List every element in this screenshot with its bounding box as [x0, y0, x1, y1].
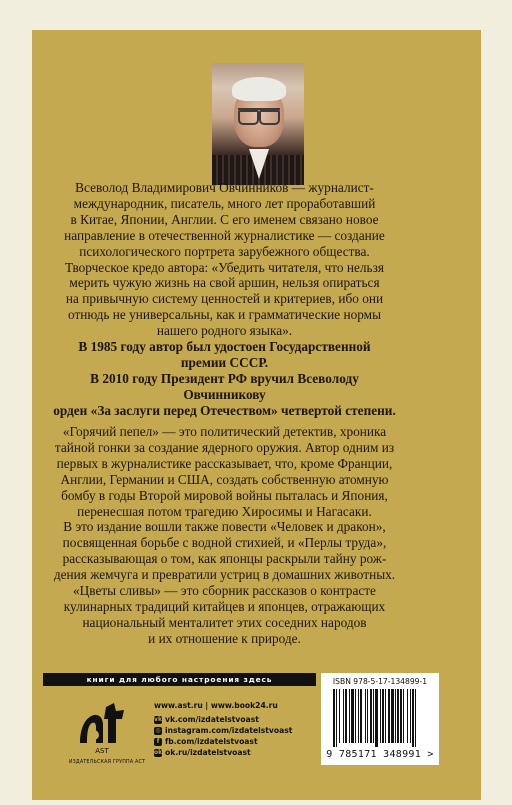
svg-text:AST: AST — [95, 747, 109, 755]
social-link-label: vk.com/izdatelstvoast — [165, 715, 259, 724]
social-link-label: fb.com/izdatelstvoast — [165, 737, 258, 746]
barcode-bar — [360, 689, 362, 743]
social-link-odnoklassniki[interactable] — [154, 748, 292, 757]
barcode-bar — [388, 689, 390, 743]
barcode-bar — [382, 689, 384, 743]
author-photo — [212, 63, 304, 185]
barcode-bar — [333, 689, 335, 747]
barcode-bar — [367, 689, 368, 743]
barcode-panel — [321, 673, 439, 765]
website-links[interactable]: www.ast.ru | www.book24.ru — [154, 701, 278, 710]
barcode-bar — [412, 689, 414, 747]
barcode-bar — [351, 689, 354, 743]
social-link-facebook[interactable] — [154, 737, 292, 746]
social-link-instagram[interactable] — [154, 726, 292, 735]
author-biography — [52, 180, 397, 419]
tagline-banner: книги для любого настроения здесь — [43, 673, 316, 686]
annotation-paragraph-1: «Горячий пепел» — это политический детектив, хроника тайной гонки за создание ядерного оружия. Автор одним из первых в журналистике рассказывает, что, кроме Франции, Англии, Германии и США, создать собственную атомную бомбу в годы Второй мировой войны пыталась и Япония, перенесшая потом трагедию Хиросимы и Нагасаки. — [54, 424, 395, 519]
barcode-bar — [365, 689, 366, 743]
barcode-bar — [397, 689, 399, 743]
book-annotation — [47, 424, 402, 647]
barcode-bar — [407, 689, 408, 743]
barcode-bar — [395, 689, 396, 743]
bio-paragraph-2: Творческое кредо автора: «Убедить читателя, что нельзя мерить чужую жизнь на свой аршин, нельзя опираться на привычную систему ценностей и критериев, ибо они отнюдь не универсальны, как и грамматические нормы нашего родного языка». — [65, 259, 384, 339]
barcode-bar — [343, 689, 344, 743]
isbn-text: ISBN 978-5-17-134899-1 — [332, 677, 428, 686]
bio-award-order: В 2010 году Президент РФ вручил Всеволоду Овчинникову орден «За заслуги перед Отечеством» четвертой степени. — [53, 370, 396, 418]
social-link-label: ok.ru/izdatelstvoast — [165, 748, 251, 757]
facebook-icon: f — [154, 738, 162, 746]
barcode-bar — [375, 689, 378, 747]
barcode-bar — [355, 689, 356, 743]
publisher-caption: ИЗДАТЕЛЬСКАЯ ГРУППА АСТ — [68, 760, 146, 765]
barcode-icon — [333, 689, 427, 747]
vk-icon: vk — [154, 715, 162, 723]
social-link-label: instagram.com/izdatelstvoast — [165, 726, 293, 735]
barcode-bar — [373, 689, 374, 743]
bio-paragraph-1: Всеволод Владимирович Овчинников — журналист- международник, писатель, много лет проработавший в Китае, Японии, Англии. С его именем связано новое направление в отечественной журналистике — создание психологического портрета зарубежного общества. — [64, 180, 385, 259]
barcode-number: 9 785171 348991 > — [326, 749, 434, 760]
barcode-bar — [339, 689, 340, 743]
barcode-bar — [403, 689, 404, 743]
barcode-bar — [336, 689, 337, 747]
barcode-bar — [391, 689, 394, 743]
barcode-bar — [358, 689, 359, 743]
publisher-links — [154, 701, 292, 759]
bio-award-state-prize: В 1985 году автор был удостоен Государственной премии СССР. — [78, 339, 371, 370]
barcode-bar — [349, 689, 350, 743]
barcode-bar — [385, 689, 386, 743]
ast-logo-icon — [76, 697, 128, 755]
annotation-paragraph-2: В это издание вошли также повести «Человек и дракон», посвященная борьбе с водной стихией, и «Перлы труда», рассказывающая о том, как японцы раскрыли тайну рож- дения жемчуга и превратили устриц в домашних животных. — [53, 519, 396, 583]
barcode-bar — [400, 689, 402, 743]
barcode-bar — [345, 689, 347, 743]
odnoklassniki-icon: ok — [154, 748, 163, 756]
instagram-icon: ◎ — [155, 726, 161, 734]
annotation-paragraph-3: «Цветы сливы» — это сборник рассказов о контрасте кулинарных традиций китайцев и японцев, отражающих национальный менталитет этих соседних народов и их отношение к природе. — [63, 583, 386, 646]
barcode-bar — [410, 689, 411, 743]
social-link-vk[interactable] — [154, 715, 292, 724]
barcode-bar — [380, 689, 381, 743]
barcode-bar — [370, 689, 372, 743]
barcode-bar — [415, 689, 416, 747]
